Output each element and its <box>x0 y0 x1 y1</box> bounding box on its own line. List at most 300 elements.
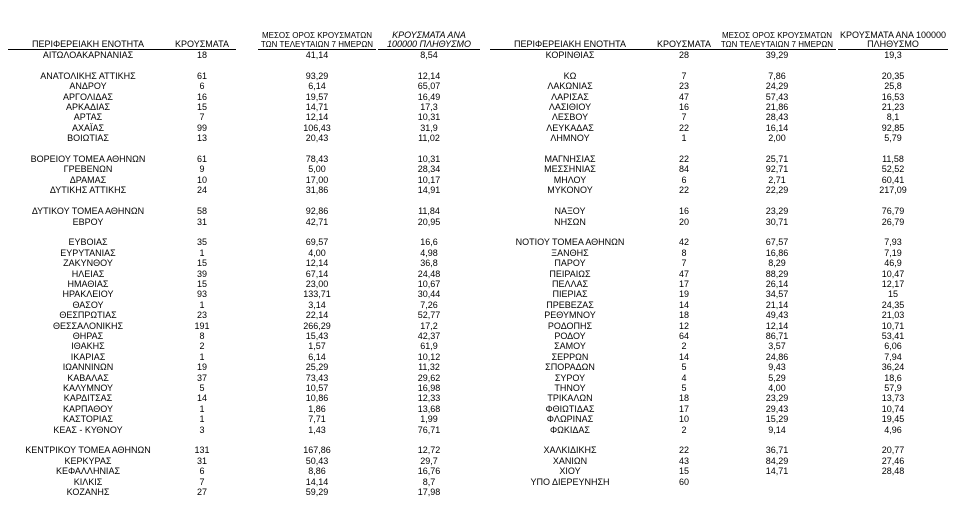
cases-cell: 42 <box>678 237 689 248</box>
avg-cell: 39,29 <box>765 50 789 60</box>
cases-cell: 28 <box>678 50 689 60</box>
table-row <box>482 50 965 60</box>
region-cell: ΓΡΕΒΕΝΩΝ <box>63 164 113 175</box>
avg-cell: 15,29 <box>765 414 789 425</box>
region-cell: ΚΑΣΤΟΡΙΑΣ <box>63 414 113 425</box>
cases-cell: 37 <box>196 372 207 383</box>
cases-cell: 39 <box>196 268 207 279</box>
per100k-cell: 25,8 <box>884 81 902 92</box>
table-row <box>0 102 482 112</box>
header-avg: ΜΕΣΟΣ ΟΡΟΣ ΚΡΟΥΣΜΑΤΩΝ ΤΩΝ ΤΕΛΕΥΤΑΙΩΝ 7 ΗΜΕΡΩΝ <box>718 27 836 50</box>
region-cell: ΚΕΝΤΡΙΚΟΥ ΤΟΜΕΑ ΑΘΗΝΩΝ <box>25 445 151 456</box>
avg-cell: 17,00 <box>305 174 329 185</box>
header-per100k: ΚΡΟΥΣΜΑΤΑ ΑΝΑ 100000 ΠΛΗΘΥΣΜΟ <box>838 27 948 50</box>
cases-cell: 8 <box>681 247 687 258</box>
avg-cell: 86,71 <box>765 330 789 341</box>
per100k-cell: 76,79 <box>881 206 905 217</box>
per100k-cell: 10,47 <box>881 268 905 279</box>
avg-cell: 7,86 <box>768 70 786 81</box>
region-cell: ΙΘΑΚΗΣ <box>71 341 105 352</box>
cases-cell: 6 <box>681 174 687 185</box>
cases-cell: 2 <box>199 341 205 352</box>
spacer-row <box>0 144 482 154</box>
table-row <box>482 71 965 81</box>
per100k-cell: 46,9 <box>884 258 902 269</box>
region-cell: ΧΑΛΚΙΔΙΚΗΣ <box>543 445 597 456</box>
table-row <box>0 50 482 60</box>
per100k-cell: 28,34 <box>417 164 441 175</box>
per100k-cell: 10,31 <box>417 112 441 123</box>
region-cell: ΚΟΖΑΝΗΣ <box>66 487 110 498</box>
table-row <box>0 362 482 372</box>
table-row <box>0 404 482 414</box>
cases-cell: 7 <box>681 258 687 269</box>
table-row <box>482 123 965 133</box>
table-row <box>0 175 482 185</box>
table-row <box>0 237 482 247</box>
cases-cell: 24 <box>196 185 207 196</box>
region-cell: ΡΟΔΟΥ <box>554 330 586 341</box>
table-row <box>0 112 482 122</box>
cases-cell: 19 <box>196 362 207 373</box>
spacer-row <box>482 435 965 445</box>
cases-cell: 14 <box>678 299 689 310</box>
per100k-cell: 53,41 <box>881 330 905 341</box>
region-cell: ΡΕΘΥΜΝΟΥ <box>544 310 596 321</box>
per100k-cell: 10,31 <box>417 154 441 165</box>
avg-cell: 10,86 <box>305 393 329 404</box>
table-row <box>482 269 965 279</box>
cases-cell: 1 <box>199 299 205 310</box>
spacer-row <box>0 435 482 445</box>
cases-cell: 47 <box>678 91 689 102</box>
per100k-cell: 29,7 <box>420 455 438 466</box>
cases-cell: 13 <box>196 133 207 144</box>
per100k-cell: 10,67 <box>417 278 441 289</box>
cases-cell: 1 <box>199 351 205 362</box>
table-row <box>482 248 965 258</box>
cases-cell: 61 <box>196 70 207 81</box>
per100k-cell: 18,6 <box>884 372 902 383</box>
per100k-cell: 17,98 <box>417 487 441 498</box>
cases-cell: 5 <box>681 362 687 373</box>
cases-cell: 9 <box>199 164 205 175</box>
table-row <box>482 383 965 393</box>
per100k-cell: 27,46 <box>881 455 905 466</box>
spacer-row <box>0 196 482 206</box>
region-cell: ΠΡΕΒΕΖΑΣ <box>546 299 594 310</box>
table-row <box>0 414 482 424</box>
region-cell: ΞΑΝΘΗΣ <box>551 247 589 258</box>
region-cell: ΚΑΒΑΛΑΣ <box>67 372 109 383</box>
avg-cell: 24,86 <box>765 351 789 362</box>
region-cell: ΛΕΣΒΟΥ <box>551 112 589 123</box>
region-cell: ΔΥΤΙΚΗΣ ΑΤΤΙΚΗΣ <box>49 185 127 196</box>
region-cell: ΖΑΚΥΝΘΟΥ <box>63 258 113 269</box>
region-cell: ΛΑΚΩΝΙΑΣ <box>547 81 593 92</box>
per100k-cell: 8,1 <box>886 112 900 123</box>
spacer-row <box>482 60 965 70</box>
avg-cell: 30,71 <box>765 216 789 227</box>
cases-cell: 22 <box>678 122 689 133</box>
per100k-cell: 20,35 <box>881 70 905 81</box>
per100k-cell: 11,84 <box>418 206 440 217</box>
table-row <box>0 300 482 310</box>
per100k-cell: 10,71 <box>881 320 905 331</box>
region-cell: ΦΩΚΙΔΑΣ <box>550 424 590 435</box>
cases-cell: 31 <box>196 455 207 466</box>
region-cell: ΠΑΡΟΥ <box>554 258 586 269</box>
table-row <box>0 71 482 81</box>
cases-cell: 15 <box>196 102 207 113</box>
avg-cell: 2,71 <box>768 174 786 185</box>
region-cell: ΑΧΑΪΑΣ <box>71 122 105 133</box>
table-row <box>0 185 482 195</box>
table-row <box>0 383 482 393</box>
table-row <box>482 102 965 112</box>
left-rows <box>0 50 482 497</box>
table-row <box>482 477 965 487</box>
avg-cell: 106,43 <box>303 122 331 133</box>
avg-cell: 3,57 <box>768 341 786 352</box>
cases-cell: 6 <box>199 81 205 92</box>
avg-cell: 69,57 <box>305 237 329 248</box>
avg-cell: 167,86 <box>303 445 331 456</box>
region-cell: ΑΙΤΩΛΟΑΚΑΡΝΑΝΙΑΣ <box>42 50 134 60</box>
region-cell: ΕΥΡΥΤΑΝΙΑΣ <box>60 247 116 258</box>
avg-cell: 14,71 <box>305 102 329 113</box>
avg-cell: 24,29 <box>765 81 789 92</box>
per100k-cell: 1,99 <box>420 414 438 425</box>
region-cell: ΒΟΙΩΤΙΑΣ <box>67 133 109 144</box>
region-cell: ΝΑΞΟΥ <box>554 206 586 217</box>
avg-cell: 28,43 <box>765 112 789 123</box>
region-cell: ΑΡΓΟΛΙΔΑΣ <box>63 91 113 102</box>
cases-cell: 35 <box>196 237 207 248</box>
per100k-cell: 4,96 <box>884 424 902 435</box>
region-cell: ΑΡΤΑΣ <box>73 112 103 123</box>
table-row <box>482 341 965 351</box>
avg-cell: 73,43 <box>305 372 329 383</box>
cases-cell: 17 <box>678 278 689 289</box>
avg-cell: 6,14 <box>308 351 326 362</box>
avg-cell: 67,14 <box>305 268 329 279</box>
table-row <box>482 425 965 435</box>
cases-cell: 27 <box>196 487 207 498</box>
table-row <box>0 425 482 435</box>
table-row <box>482 404 965 414</box>
avg-cell: 9,43 <box>768 362 786 373</box>
region-cell: ΣΕΡΡΩΝ <box>551 351 589 362</box>
cases-cell: 5 <box>681 383 687 393</box>
table-row <box>0 466 482 476</box>
table-row <box>482 175 965 185</box>
region-cell: ΘΗΡΑΣ <box>72 330 104 341</box>
per100k-cell: 6,06 <box>884 341 902 352</box>
region-cell: ΑΝΑΤΟΛΙΚΗΣ ΑΤΤΙΚΗΣ <box>40 70 136 81</box>
table-row <box>482 373 965 383</box>
table-row <box>0 92 482 102</box>
cases-cell: 23 <box>196 310 207 321</box>
cases-cell: 1 <box>199 247 205 258</box>
avg-cell: 12,14 <box>305 258 329 269</box>
per100k-cell: 8,54 <box>420 50 438 60</box>
table-row <box>0 217 482 227</box>
table-row <box>482 362 965 372</box>
region-cell: ΠΕΛΛΑΣ <box>551 278 589 289</box>
cases-cell: 1 <box>199 414 205 425</box>
spacer-row <box>0 227 482 237</box>
avg-cell: 1,57 <box>308 341 326 352</box>
cases-cell: 61 <box>196 154 207 165</box>
per100k-cell: 10,17 <box>417 174 441 185</box>
per100k-cell: 12,14 <box>417 70 441 81</box>
region-cell: ΚΟΡΙΝΘΙΑΣ <box>545 50 595 60</box>
cases-cell: 93 <box>196 289 207 300</box>
cases-cell: 7 <box>199 112 205 123</box>
per100k-cell: 10,12 <box>417 351 441 362</box>
table-row <box>482 92 965 102</box>
per100k-cell: 76,71 <box>417 424 441 435</box>
table-row <box>482 237 965 247</box>
table-row <box>0 310 482 320</box>
table-row <box>482 331 965 341</box>
per100k-cell: 15 <box>887 289 898 300</box>
region-cell: ΣΑΜΟΥ <box>554 341 586 352</box>
right-rows <box>482 50 965 487</box>
table-row <box>482 133 965 143</box>
avg-cell: 88,29 <box>765 268 789 279</box>
avg-cell: 19,57 <box>305 91 329 102</box>
region-cell: ΣΠΟΡΑΔΩΝ <box>545 362 595 373</box>
region-cell: ΙΚΑΡΙΑΣ <box>70 351 106 362</box>
region-cell: ΦΘΙΩΤΙΔΑΣ <box>545 403 595 414</box>
cases-cell: 1 <box>199 403 205 414</box>
table-row <box>0 373 482 383</box>
per100k-cell: 92,85 <box>881 122 905 133</box>
cases-cell: 22 <box>678 185 689 196</box>
per100k-cell: 7,19 <box>884 247 902 258</box>
per100k-cell: 28,48 <box>881 466 905 477</box>
per100k-cell: 19,45 <box>881 414 905 425</box>
per100k-cell: 17,2 <box>420 320 438 331</box>
header-cases: ΚΡΟΥΣΜΑΤΑ <box>168 27 236 50</box>
avg-cell: 23,00 <box>305 278 329 289</box>
table-row <box>0 321 482 331</box>
per100k-cell: 36,24 <box>881 362 905 373</box>
avg-cell: 3,14 <box>308 299 326 310</box>
cases-cell: 5 <box>199 383 205 393</box>
region-cell: ΜΑΓΝΗΣΙΑΣ <box>544 154 596 165</box>
avg-cell: 78,43 <box>305 154 329 165</box>
per100k-cell: 20,77 <box>881 445 905 456</box>
per100k-cell: 13,68 <box>417 403 441 414</box>
cases-cell: 12 <box>678 320 689 331</box>
region-cell: ΧΙΟΥ <box>559 466 581 477</box>
cases-cell: 15 <box>196 258 207 269</box>
per100k-cell: 217,09 <box>879 185 907 196</box>
avg-cell: 16,86 <box>765 247 789 258</box>
avg-cell: 21,14 <box>765 299 789 310</box>
cases-cell: 16 <box>678 206 689 217</box>
cases-cell: 43 <box>678 455 689 466</box>
per100k-cell: 4,98 <box>420 247 438 258</box>
table-row <box>0 289 482 299</box>
region-cell: ΒΟΡΕΙΟΥ ΤΟΜΕΑ ΑΘΗΝΩΝ <box>30 154 146 165</box>
per100k-cell: 10,74 <box>881 403 905 414</box>
avg-cell: 92,71 <box>765 164 789 175</box>
region-cell: ΧΑΝΙΩΝ <box>552 455 588 466</box>
region-cell: ΣΥΡΟΥ <box>554 372 586 383</box>
cases-cell: 47 <box>678 268 689 279</box>
avg-cell: 49,43 <box>765 310 789 321</box>
per100k-cell: 30,44 <box>417 289 441 300</box>
region-cell: ΤΗΝΟΥ <box>554 383 586 393</box>
avg-cell: 8,86 <box>308 466 326 477</box>
avg-cell: 41,14 <box>305 50 329 60</box>
avg-cell: 5,00 <box>308 164 326 175</box>
cases-cell: 8 <box>199 330 205 341</box>
cases-cell: 23 <box>678 81 689 92</box>
table-row <box>0 352 482 362</box>
per100k-cell: 29,62 <box>417 372 441 383</box>
spacer-row <box>482 196 965 206</box>
table-row <box>0 477 482 487</box>
per100k-cell: 52,77 <box>417 310 441 321</box>
cases-cell: 17 <box>678 403 689 414</box>
region-cell: ΝΟΤΙΟΥ ΤΟΜΕΑ ΑΘΗΝΩΝ <box>515 237 625 248</box>
cases-cell: 10 <box>196 174 207 185</box>
cases-cell: 99 <box>196 122 207 133</box>
avg-cell: 59,29 <box>305 487 329 498</box>
per100k-cell: 57,9 <box>884 383 902 393</box>
region-cell: ΑΡΚΑΔΙΑΣ <box>65 102 111 113</box>
cases-cell: 1 <box>681 133 687 144</box>
region-cell: ΜΗΛΟΥ <box>553 174 587 185</box>
per100k-cell: 16,76 <box>417 466 441 477</box>
region-cell: ΔΥΤΙΚΟΥ ΤΟΜΕΑ ΑΘΗΝΩΝ <box>31 206 145 217</box>
cases-cell: 15 <box>678 466 689 477</box>
header-region: ΠΕΡΙΦΕΡΕΙΑΚΗ ΕΝΟΤΗΤΑ <box>8 27 168 50</box>
table-row <box>482 217 965 227</box>
table-row <box>0 487 482 497</box>
table-row <box>0 123 482 133</box>
region-cell: ΠΕΙΡΑΙΩΣ <box>549 268 591 279</box>
per100k-cell: 14,91 <box>417 185 441 196</box>
avg-cell: 57,43 <box>765 91 789 102</box>
table-row <box>0 164 482 174</box>
avg-cell: 6,14 <box>308 81 326 92</box>
table-row <box>482 206 965 216</box>
table-row <box>482 289 965 299</box>
avg-cell: 67,57 <box>765 237 789 248</box>
region-cell: ΑΝΔΡΟΥ <box>69 81 107 92</box>
table-row <box>0 445 482 455</box>
per100k-cell: 31,9 <box>420 122 438 133</box>
region-cell: ΡΟΔΟΠΗΣ <box>547 320 593 331</box>
header-avg: ΜΕΣΟΣ ΟΡΟΣ ΚΡΟΥΣΜΑΤΩΝ ΤΩΝ ΤΕΛΕΥΤΑΙΩΝ 7 ΗΜΕΡΩΝ <box>258 27 376 50</box>
region-cell: ΘΑΣΟΥ <box>72 299 104 310</box>
avg-cell: 14,71 <box>765 466 789 477</box>
table-row <box>0 331 482 341</box>
cases-cell: 18 <box>196 50 207 60</box>
per100k-cell: 21,03 <box>881 310 905 321</box>
cases-cell: 15 <box>196 278 207 289</box>
region-cell: ΙΩΑΝΝΙΝΩΝ <box>62 362 114 373</box>
avg-cell: 16,14 <box>765 122 789 133</box>
cases-cell: 60 <box>678 476 689 487</box>
region-cell: ΗΛΕΙΑΣ <box>71 268 105 279</box>
per100k-cell: 16,98 <box>417 383 441 393</box>
region-cell: ΘΕΣΣΑΛΟΝΙΚΗΣ <box>52 320 124 331</box>
cases-cell: 7 <box>681 70 687 81</box>
avg-cell: 22,29 <box>765 185 789 196</box>
per100k-cell: 42,37 <box>417 330 441 341</box>
cases-cell: 16 <box>196 91 207 102</box>
per100k-cell: 13,73 <box>881 393 905 404</box>
per100k-cell: 11,02 <box>418 133 440 144</box>
cases-cell: 64 <box>678 330 689 341</box>
table-row <box>482 154 965 164</box>
table-row <box>482 185 965 195</box>
region-cell: ΚΑΡΠΑΘΟΥ <box>62 403 114 414</box>
table-row <box>482 112 965 122</box>
region-cell: ΔΡΑΜΑΣ <box>69 174 107 185</box>
avg-cell: 25,29 <box>305 362 329 373</box>
per100k-cell: 8,7 <box>422 476 436 487</box>
avg-cell: 84,29 <box>765 455 789 466</box>
avg-cell: 14,14 <box>305 476 329 487</box>
cases-cell: 191 <box>194 320 210 331</box>
region-cell: ΠΙΕΡΙΑΣ <box>552 289 588 300</box>
region-cell: ΚΑΛΥΜΝΟΥ <box>62 383 114 393</box>
avg-cell: 34,57 <box>765 289 789 300</box>
avg-cell: 133,71 <box>303 289 331 300</box>
per100k-cell: 17,3 <box>420 102 438 113</box>
table-row <box>482 445 965 455</box>
per100k-cell: 24,35 <box>881 299 905 310</box>
avg-cell: 4,00 <box>308 247 326 258</box>
per100k-cell: 12,72 <box>417 445 441 456</box>
region-cell: ΛΑΣΙΘΙΟΥ <box>548 102 592 113</box>
avg-cell: 20,43 <box>305 133 329 144</box>
table-row <box>0 206 482 216</box>
avg-cell: 26,14 <box>765 278 789 289</box>
per100k-cell: 5,79 <box>884 133 902 144</box>
cases-cell: 84 <box>678 164 689 175</box>
per100k-cell: 12,17 <box>881 278 905 289</box>
per100k-cell: 11,58 <box>882 154 904 165</box>
region-cell: ΘΕΣΠΡΩΤΙΑΣ <box>59 310 117 321</box>
spacer-row <box>482 144 965 154</box>
cases-cell: 2 <box>681 341 687 352</box>
per100k-cell: 52,52 <box>881 164 905 175</box>
per100k-cell: 65,07 <box>417 81 441 92</box>
header-cases: ΚΡΟΥΣΜΑΤΑ <box>650 27 718 50</box>
per100k-cell: 61,9 <box>420 341 438 352</box>
region-cell: ΚΕΦΑΛΛΗΝΙΑΣ <box>55 466 121 477</box>
cases-cell: 18 <box>678 310 689 321</box>
table-row <box>482 279 965 289</box>
per100k-cell: 24,48 <box>417 268 441 279</box>
table-row <box>482 310 965 320</box>
per100k-cell: 11,32 <box>418 362 440 373</box>
table-row <box>0 81 482 91</box>
avg-cell: 5,29 <box>768 372 786 383</box>
cases-cell: 18 <box>678 393 689 404</box>
table-row <box>0 341 482 351</box>
avg-cell: 7,71 <box>308 414 326 425</box>
